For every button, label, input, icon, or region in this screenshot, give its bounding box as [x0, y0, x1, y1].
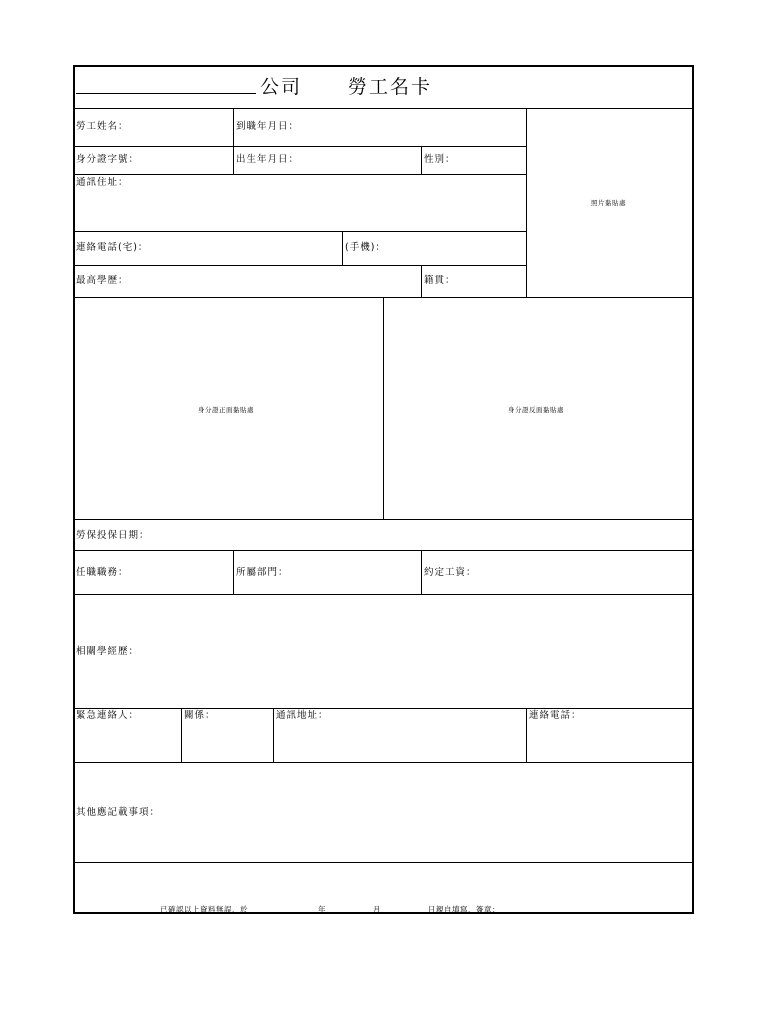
divider	[181, 708, 182, 763]
divider	[74, 174, 526, 175]
divider	[74, 146, 526, 147]
footer-month: 月	[373, 905, 381, 914]
divider	[273, 708, 274, 763]
position-label: 任職職務：	[76, 567, 129, 578]
divider	[233, 550, 234, 595]
signature-line[interactable]	[510, 912, 642, 913]
divider	[383, 297, 384, 520]
contact-phone-label: 連絡電話：	[529, 710, 582, 721]
divider	[74, 550, 693, 551]
id-number-label: 身分證字號：	[76, 154, 140, 165]
divider	[74, 594, 693, 595]
id-back-placeholder: 身分證反面黏貼處	[508, 406, 564, 414]
department-label: 所屬部門：	[236, 567, 289, 578]
divider	[421, 550, 422, 595]
footer-sign: 日親自填寫，簽章：	[428, 905, 500, 914]
education-label: 最高學歷：	[76, 275, 129, 286]
hire-date-label: 到職年月日：	[236, 121, 300, 132]
card-title: 勞工名卡	[348, 76, 433, 98]
company-suffix: 公司	[260, 76, 303, 98]
divider	[421, 265, 422, 298]
divider	[74, 265, 526, 266]
divider	[74, 708, 693, 709]
divider	[421, 146, 422, 175]
phone-mobile-label: (手機)：	[345, 242, 386, 253]
gender-label: 性別：	[424, 154, 456, 165]
birth-date-label: 出生年月日：	[236, 154, 300, 165]
company-name-blank[interactable]	[76, 93, 256, 94]
name-label: 勞工姓名：	[76, 121, 129, 132]
id-front-placeholder: 身分證正面黏貼處	[198, 406, 254, 414]
divider	[74, 231, 526, 232]
emergency-contact-label: 緊急連絡人：	[76, 710, 140, 721]
divider	[74, 862, 693, 863]
footer-year: 年	[318, 905, 326, 914]
divider	[526, 108, 527, 298]
divider	[74, 108, 693, 109]
footer-confirm: 已確認以上資料無誤，於	[160, 905, 248, 914]
divider	[74, 762, 693, 763]
relation-label: 關係：	[184, 710, 216, 721]
salary-label: 約定工資：	[424, 567, 477, 578]
divider	[342, 231, 343, 266]
photo-placeholder: 照片黏貼處	[591, 199, 626, 207]
contact-address-label: 通訊地址：	[276, 710, 329, 721]
other-notes-label: 其他應記載事項：	[76, 807, 161, 818]
hometown-label: 籍貫：	[424, 275, 456, 286]
divider	[526, 708, 527, 763]
address-label: 通訊住址：	[76, 177, 129, 188]
insurance-date-label: 勞保投保日期：	[76, 530, 150, 541]
phone-home-label: 連絡電話(宅)：	[76, 242, 149, 253]
experience-label: 相關學經歷：	[76, 646, 140, 657]
divider	[233, 108, 234, 175]
